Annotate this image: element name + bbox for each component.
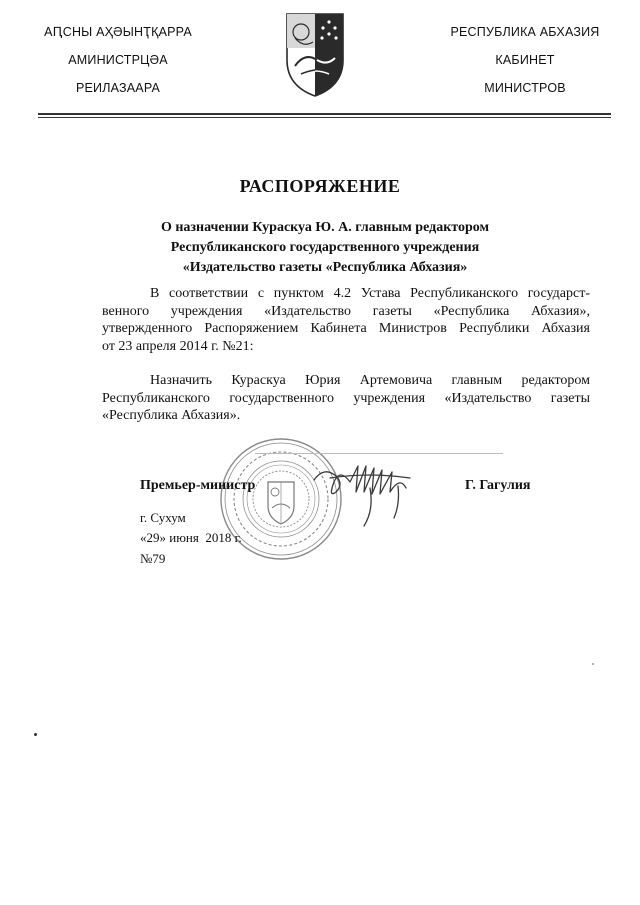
- header-left-line-3: РЕИЛАЗААРА: [75, 81, 161, 95]
- paragraph-order: [102, 372, 590, 425]
- header-left-line-1: АԤСНЫ АҲӘЫНҬҚАРРА: [44, 25, 192, 39]
- document-number: №79: [140, 551, 166, 566]
- document-date: «29» июня 2018 г.: [140, 530, 242, 545]
- preamble-line-2: венного учреждения «Издательство газеты «Республика Абхазия»,: [102, 303, 590, 319]
- coat-of-arms-icon: [283, 8, 347, 98]
- header-right-block: [440, 18, 610, 102]
- subject-line-2: Республиканского государственного учреждения: [170, 240, 480, 255]
- document-subject: [100, 218, 550, 278]
- preamble-line-3: утвержденного Распоряжением Кабинета Министров Республики Абхазия: [102, 321, 590, 336]
- paragraph-preamble: [102, 285, 590, 355]
- header-divider-thick: [38, 113, 611, 115]
- header-right-line-2: КАБИНЕТ: [495, 53, 555, 67]
- document-title: РАСПОРЯЖЕНИЕ: [239, 176, 401, 196]
- scan-speck: [592, 663, 594, 665]
- subject-line-1: О назначении Кураскуа Ю. А. главным редактором: [160, 220, 490, 235]
- signatory-role: Премьер-министр: [140, 478, 256, 493]
- preamble-line-4: от 23 апреля 2014 г. №21:: [102, 338, 254, 354]
- scan-speck: [34, 733, 37, 736]
- header-left-block: [38, 18, 198, 102]
- document-place: г. Сухум: [140, 510, 186, 525]
- signatory-name: Г. Гагулия: [465, 478, 531, 493]
- header-right-line-3: МИНИСТРОВ: [484, 81, 566, 95]
- header-divider-thin: [38, 117, 611, 118]
- subject-line-3: «Издательство газеты «Республика Абхазия»: [182, 260, 468, 275]
- header-left-line-2: АМИНИСТРЦӘА: [68, 53, 168, 67]
- order-line-1: Назначить Кураскуа Юрия Артемовича главным редактором: [150, 373, 590, 388]
- header-right-line-1: РЕСПУБЛИКА АБХАЗИЯ: [450, 25, 600, 39]
- order-line-3: «Республика Абхазия».: [102, 408, 241, 423]
- order-line-2: Республиканского государственного учреждения «Издательство газеты: [102, 390, 590, 406]
- preamble-line-1: В соответствии с пунктом 4.2 Устава Республиканского государст-: [150, 286, 590, 301]
